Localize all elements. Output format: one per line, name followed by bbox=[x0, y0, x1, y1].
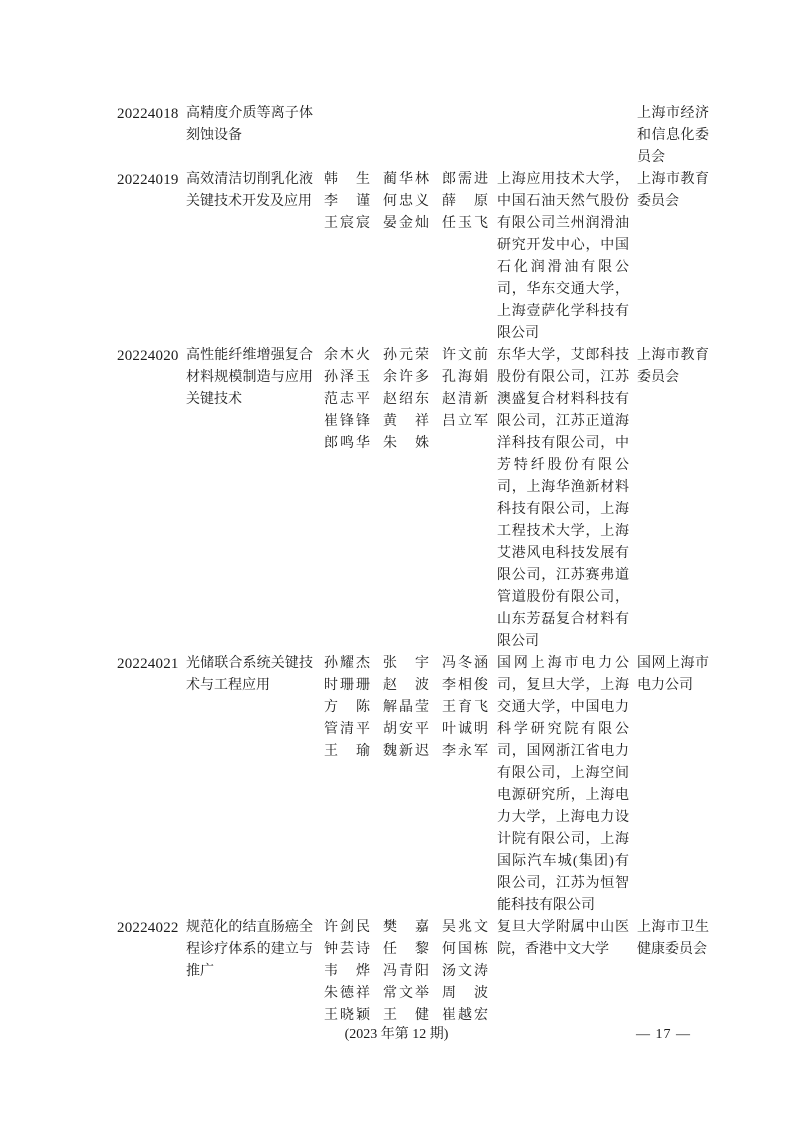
table-row bbox=[117, 169, 711, 345]
awardee-name: 解晶莹 bbox=[383, 700, 429, 715]
recommender-cell: 上海市教育委员会 bbox=[637, 348, 709, 385]
awardee-name: 李相俊 bbox=[442, 678, 488, 693]
awardee-name: 叶诚明 bbox=[442, 722, 488, 737]
awardee-name: 朱姝 bbox=[383, 436, 429, 451]
awardee-name: 郎鸣华 bbox=[324, 436, 370, 451]
awardee-name: 汤文涛 bbox=[442, 964, 488, 979]
awardee-names-col1 bbox=[324, 653, 370, 763]
table-row bbox=[117, 917, 711, 1027]
awardee-name: 许剑民 bbox=[324, 920, 370, 935]
project-title-cell: 光储联合系统关键技术与工程应用 bbox=[186, 656, 313, 693]
awardee-name: 薛原 bbox=[442, 194, 488, 209]
awardee-name: 晏金灿 bbox=[383, 216, 429, 231]
awardee-name: 韩生 bbox=[324, 172, 370, 187]
awardee-name: 王育飞 bbox=[442, 700, 488, 715]
project-id-cell: 20224020 bbox=[117, 348, 179, 364]
organizations-cell: 上海应用技术大学，中国石油天然气股份有限公司兰州润滑油研究开发中心，中国石化润滑油有限公司，华东交通大学，上海壹萨化学科技有限公司 bbox=[497, 172, 629, 341]
organizations-cell: 国网上海市电力公司，复旦大学，上海交通大学，中国电力科学研究院有限公司，国网浙江省电力有限公司，上海空间电源研究所，上海电力大学，上海电力设计院有限公司，上海国际汽车城(集团)有限公司，江苏为恒智能科技有限公司 bbox=[497, 656, 629, 913]
awardee-name: 李谨 bbox=[324, 194, 370, 209]
recommender-cell: 上海市经济和信息化委员会 bbox=[637, 106, 709, 165]
awardee-name: 赵清新 bbox=[442, 392, 488, 407]
awardee-names-col2 bbox=[383, 169, 429, 235]
awardee-name: 范志平 bbox=[324, 392, 370, 407]
awardee-name: 周波 bbox=[442, 986, 488, 1001]
awardee-names-col3 bbox=[442, 917, 488, 1027]
project-title-cell: 高精度介质等离子体刻蚀设备 bbox=[186, 106, 313, 143]
awardee-names-col3 bbox=[442, 653, 488, 763]
awardee-name: 常文举 bbox=[383, 986, 429, 1001]
awardee-names-col2 bbox=[383, 653, 429, 763]
awardee-name: 吴兆文 bbox=[442, 920, 488, 935]
awardee-names-col3 bbox=[442, 169, 488, 235]
awardee-name: 魏新迟 bbox=[383, 744, 429, 759]
table-row bbox=[117, 103, 711, 169]
awardee-name: 孔海娟 bbox=[442, 370, 488, 385]
awardee-name: 许文前 bbox=[442, 348, 488, 363]
awardee-name: 时珊珊 bbox=[324, 678, 370, 693]
awardee-name: 何忠义 bbox=[383, 194, 429, 209]
awardee-name: 王晓颖 bbox=[324, 1008, 370, 1023]
awardee-name: 胡安平 bbox=[383, 722, 429, 737]
project-id-cell: 20224021 bbox=[117, 656, 179, 672]
recommender-cell: 上海市卫生健康委员会 bbox=[637, 920, 709, 957]
awardee-name: 管清平 bbox=[324, 722, 370, 737]
awardee-name: 王瑜 bbox=[324, 744, 370, 759]
awardee-name: 冯冬涵 bbox=[442, 656, 488, 671]
awardee-names-col3 bbox=[442, 345, 488, 433]
project-id-cell: 20224022 bbox=[117, 920, 179, 936]
project-title-cell: 规范化的结直肠癌全程诊疗体系的建立与推广 bbox=[186, 920, 313, 979]
awardee-name: 赵波 bbox=[383, 678, 429, 693]
awardee-name: 孙元荣 bbox=[383, 348, 429, 363]
project-id-cell: 20224018 bbox=[117, 106, 179, 122]
awardee-name: 吕立军 bbox=[442, 414, 488, 429]
awardee-name: 崔越宏 bbox=[442, 1008, 488, 1023]
awardee-name: 郎需进 bbox=[442, 172, 488, 187]
awards-table bbox=[117, 103, 711, 1027]
awardee-name: 任黎 bbox=[383, 942, 429, 957]
awardee-name: 钟芸诗 bbox=[324, 942, 370, 957]
awardee-name: 李永军 bbox=[442, 744, 488, 759]
organizations-cell: 东华大学，艾郎科技股份有限公司，江苏澳盛复合材料科技有限公司，江苏正道海洋科技有限公司，中芳特纤股份有限公司，上海华渔新材料科技有限公司，上海工程技术大学，上海艾港风电科技发展有限公司，江苏赛弗道管道股份有限公司，山东芳磊复合材料有限公司 bbox=[497, 348, 629, 649]
table-row bbox=[117, 345, 711, 653]
footer-issue-label: (2023 年第 12 期) bbox=[344, 1027, 449, 1042]
project-title-cell: 高性能纤维增强复合材料规模制造与应用关键技术 bbox=[186, 348, 313, 407]
awardee-name: 方陈 bbox=[324, 700, 370, 715]
awardee-name: 樊嘉 bbox=[383, 920, 429, 935]
awardee-name: 余许多 bbox=[383, 370, 429, 385]
awardee-name: 黄祥 bbox=[383, 414, 429, 429]
awardee-name: 孙泽玉 bbox=[324, 370, 370, 385]
awardee-names-col2 bbox=[383, 917, 429, 1027]
organizations-cell: 复旦大学附属中山医院，香港中文大学 bbox=[497, 920, 629, 957]
awardee-name: 崔锋锋 bbox=[324, 414, 370, 429]
awardee-name: 赵绍东 bbox=[383, 392, 429, 407]
awardee-name: 张宇 bbox=[383, 656, 429, 671]
awardee-name: 蔺华林 bbox=[383, 172, 429, 187]
awardee-name: 冯青阳 bbox=[383, 964, 429, 979]
awardee-names-col1 bbox=[324, 345, 370, 455]
awardee-name: 孙耀杰 bbox=[324, 656, 370, 671]
footer-page-number: — 17 — bbox=[636, 1027, 691, 1042]
awardee-names-col2 bbox=[383, 345, 429, 455]
recommender-cell: 上海市教育委员会 bbox=[637, 172, 709, 209]
awardee-name: 何国栋 bbox=[442, 942, 488, 957]
awardee-name: 王宸宸 bbox=[324, 216, 370, 231]
awardee-names-col1 bbox=[324, 169, 370, 235]
awardee-name: 韦烨 bbox=[324, 964, 370, 979]
recommender-cell: 国网上海市电力公司 bbox=[637, 656, 709, 693]
project-title-cell: 高效清洁切削乳化液关键技术开发及应用 bbox=[186, 172, 313, 209]
awardee-names-col1 bbox=[324, 917, 370, 1027]
awardee-name: 王健 bbox=[383, 1008, 429, 1023]
awardee-name: 余木火 bbox=[324, 348, 370, 363]
project-id-cell: 20224019 bbox=[117, 172, 179, 188]
table-row bbox=[117, 653, 711, 917]
awardee-name: 朱德祥 bbox=[324, 986, 370, 1001]
awardee-name: 任玉飞 bbox=[442, 216, 488, 231]
